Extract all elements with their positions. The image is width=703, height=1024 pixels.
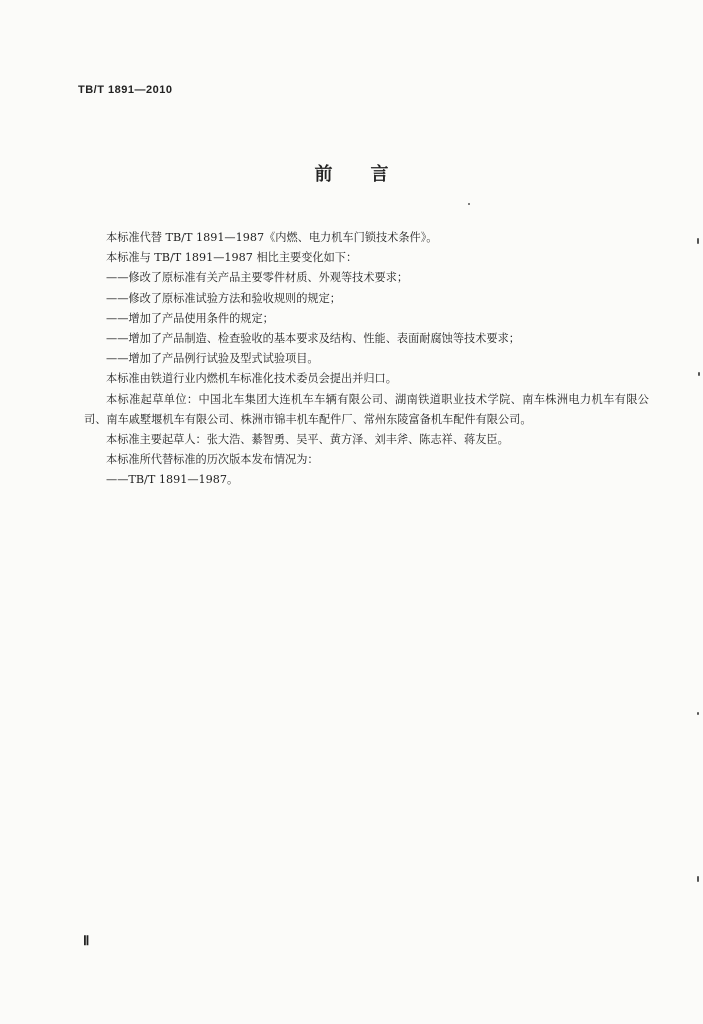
title-char-2: 言	[370, 164, 389, 185]
page-number: Ⅱ	[83, 933, 90, 948]
title-char-1: 前	[314, 164, 333, 185]
foreword-body	[84, 228, 649, 491]
scan-speck	[697, 238, 699, 244]
change-item: ——增加了产品例行试验及型式试验项目。	[106, 352, 319, 366]
scan-speck	[697, 876, 699, 882]
paragraph: 本标准所代替标准的历次版本发布情况为：	[106, 453, 319, 467]
history-item: ——TB/T 1891—1987。	[106, 473, 239, 487]
paragraph: 本标准代替 TB/T 1891—1987《内燃、电力机车门锁技术条件》。	[106, 231, 438, 244]
page-title	[0, 160, 703, 186]
paragraph: 本标准由铁道行业内燃机车标准化技术委员会提出并归口。	[106, 372, 397, 386]
paragraph: 本标准与 TB/T 1891—1987 相比主要变化如下：	[106, 251, 358, 265]
paragraph: 本标准起草单位：中国北车集团大连机车车辆有限公司、湖南铁道职业技术学院、南车株洲电力机车有限公司、南车戚墅堰机车有限公司、株洲市锦丰机车配件厂、常州东陵富备机车配件有限公司。	[84, 392, 649, 426]
change-item: ——增加了产品制造、检查验收的基本要求及结构、性能、表面耐腐蚀等技术要求；	[106, 332, 520, 346]
scan-speck	[697, 712, 699, 715]
scan-speck	[468, 203, 470, 205]
paragraph: 本标准主要起草人：张大浩、綦智勇、吴平、黄方泽、刘丰斧、陈志祥、蒋友臣。	[106, 433, 509, 447]
change-item: ——修改了原标准有关产品主要零件材质、外观等技术要求；	[106, 271, 409, 285]
change-item: ——修改了原标准试验方法和验收规则的规定；	[106, 291, 341, 305]
scan-speck	[698, 372, 700, 376]
change-item: ——增加了产品使用条件的规定；	[106, 311, 274, 325]
document-code: TB/T 1891—2010	[78, 84, 173, 96]
